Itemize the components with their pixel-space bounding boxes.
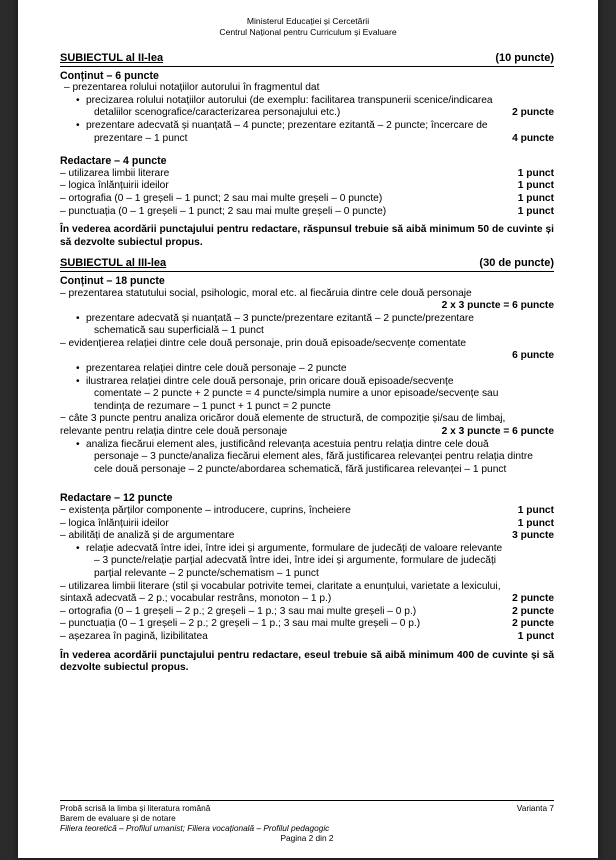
- s3-r4-line1: – utilizarea limbii literare (stil și vocabular potrivite temei, claritate a enunțului, varietate a lexicului,: [60, 580, 501, 592]
- footer-profile: Filiera teoretică – Profilul umanist; Filiera vocațională – Profilul pedagogic: [60, 823, 330, 833]
- s2-red-row: – utilizarea limbii literare 1 punct: [60, 167, 554, 179]
- s3-content-title: Conținut – 18 puncte: [60, 274, 165, 287]
- s2-b2-points: 4 puncte: [512, 132, 554, 144]
- footer-exam: Probă scrisă la limba și literatura română: [60, 803, 211, 813]
- s2-bullet-2: [60, 120, 554, 145]
- s2-bullet-1: [60, 95, 554, 120]
- s2-red-row: – punctuația (0 – 1 greșeli – 1 punct; 2 sau mai multe greșeli – 0 puncte) 1 punct: [60, 205, 554, 217]
- s3-red-row: – logica înlănțuirii ideilor 1 punct: [60, 517, 554, 529]
- section-3-points: (30 de puncte): [479, 257, 554, 270]
- s2-content-item: – prezentarea rolului notațiilor autorului în fragmentul dat: [64, 82, 320, 94]
- s2-red-row: – logica înlănțuirii ideilor 1 punct: [60, 180, 554, 192]
- s3-red-row: – așezarea în pagină, lizibilitatea 1 punct: [60, 630, 554, 642]
- s3-redactare-title: Redactare – 12 puncte: [60, 492, 173, 505]
- s3-c3-line2: relevante pentru relația dintre cele două personaje 2 x 3 puncte = 6 puncte: [60, 426, 554, 438]
- document-page: [18, 0, 598, 858]
- page-header: [18, 16, 598, 38]
- section-2-heading: [60, 52, 554, 67]
- s3-c3-line1: − câte 3 puncte pentru analiza oricăror două elemente de structură, de compoziție și/sau de limbaj,: [60, 413, 506, 425]
- s3-c1-points: 2 x 3 puncte = 6 puncte: [441, 300, 554, 312]
- footer-barem: Barem de evaluare și de notare: [60, 813, 176, 823]
- s2-note: În vederea acordării punctajului pentru redactare, răspunsul trebuie să aibă minimum 50 de cuvinte și să dezvolte subiectul propus.: [60, 224, 554, 248]
- s3-c2: – evidențierea relației dintre cele două personaje, prin două episoade/secvențe comentate: [60, 337, 467, 349]
- s3-red-row: − existența părților componente – introducere, cuprins, încheiere 1 punct: [60, 505, 554, 516]
- section-2-points: (10 puncte): [495, 52, 554, 64]
- s2-b2-line1: • prezentare adecvată și nuanțată – 4 puncte; prezentare ezitantă – 2 puncte; încercare de: [86, 119, 488, 131]
- s3-red-row: – abilități de analiză și de argumentare 3 puncte: [60, 530, 554, 542]
- s2-b1-line2: detaliilor scenografice/caracterizarea personajului etc.): [94, 107, 341, 119]
- s3-c2-points: 6 puncte: [512, 350, 554, 362]
- s3-bullet-1: • prezentare adecvată și nuanțată – 3 puncte/prezentare ezitantă – 2 puncte/prezentare schematică sau superficială – 1 punct: [60, 313, 554, 338]
- s3-bullet-5: • relație adecvată între idei, între idei și argumente, formulare de judecăți de valoare relevante – 3 puncte/relație parțial adecvată între idei, între idei și argumente, formulare de judecăți parțial relevante – 2 puncte/schematism – 1 punct: [60, 543, 554, 581]
- s3-red-row: – punctuația (0 – 1 greșeli – 2 p.; 2 greșeli – 1 p.; 3 sau mai multe greșeli – 0 p.) 2 puncte: [60, 618, 554, 630]
- section-3-title: SUBIECTUL al III-lea: [60, 257, 167, 270]
- s3-bullet-2: • prezentarea relației dintre cele două personaje – 2 puncte: [60, 363, 554, 376]
- footer-variant: Varianta 7: [516, 803, 554, 813]
- s3-bullet-3: • ilustrarea relației dintre cele două personaje, prin oricare două episoade/secvențe comentate – 2 puncte + 2 puncte = 4 puncte/simpla numire a unor episoade/secvențe sau tendința de rezumare – 1 punct + 1 punct = 2 puncte: [60, 376, 554, 414]
- section-3-heading: [60, 257, 554, 272]
- s3-bullet-4: • analiza fiecărui element ales, justificând relevanța acestuia pentru relația dintre cele două personaje – 3 puncte/analiza fiecărui element ales, fără justificarea relevanței pentru relația dintre cele două personaje – 2 puncte/abordarea schematică, fără justificarea relevanței – 1 punct: [60, 439, 554, 477]
- footer-page-number: Pagina 2 din 2: [280, 833, 334, 843]
- page-footer: [60, 800, 554, 843]
- s2-redactare-title: Redactare – 4 puncte: [60, 155, 167, 168]
- s3-red-row: – ortografia (0 – 1 greșeli – 2 p.; 2 greșeli – 1 p.; 3 sau mai multe greșeli – 0 p.) 2 puncte: [60, 605, 554, 617]
- s2-red-row: – ortografia (0 – 1 greșeli – 1 punct; 2 sau mai multe greșeli – 0 puncte) 1 punct: [60, 192, 554, 204]
- s3-c1: – prezentarea statutului social, psihologic, moral etc. al fiecăruia dintre cele două personaje: [60, 287, 472, 299]
- s2-b2-line2: prezentare – 1 punct: [94, 132, 188, 144]
- s2-b1-points: 2 puncte: [512, 107, 554, 119]
- s2-content-title: Conținut – 6 puncte: [60, 69, 159, 82]
- section-2-title: SUBIECTUL al II-lea: [60, 52, 164, 64]
- s2-b1-line1: • precizarea rolului notațiilor autorului (de exemplu: facilitarea transpunerii scenice/indicarea: [86, 94, 493, 106]
- header-ministry: Ministerul Educației și Cercetării: [246, 16, 370, 26]
- header-center: Centrul Național pentru Curriculum și Evaluare: [219, 27, 397, 37]
- s3-r4-line2: sintaxă adecvată – 2 p.; vocabular restrâns, monoton – 1 p.) 2 puncte: [60, 593, 554, 605]
- page-content: [60, 52, 554, 675]
- s3-note: În vederea acordării punctajului pentru redactare, eseul trebuie să aibă minimum 400 de cuvinte și să dezvolte subiectul propus.: [60, 649, 554, 674]
